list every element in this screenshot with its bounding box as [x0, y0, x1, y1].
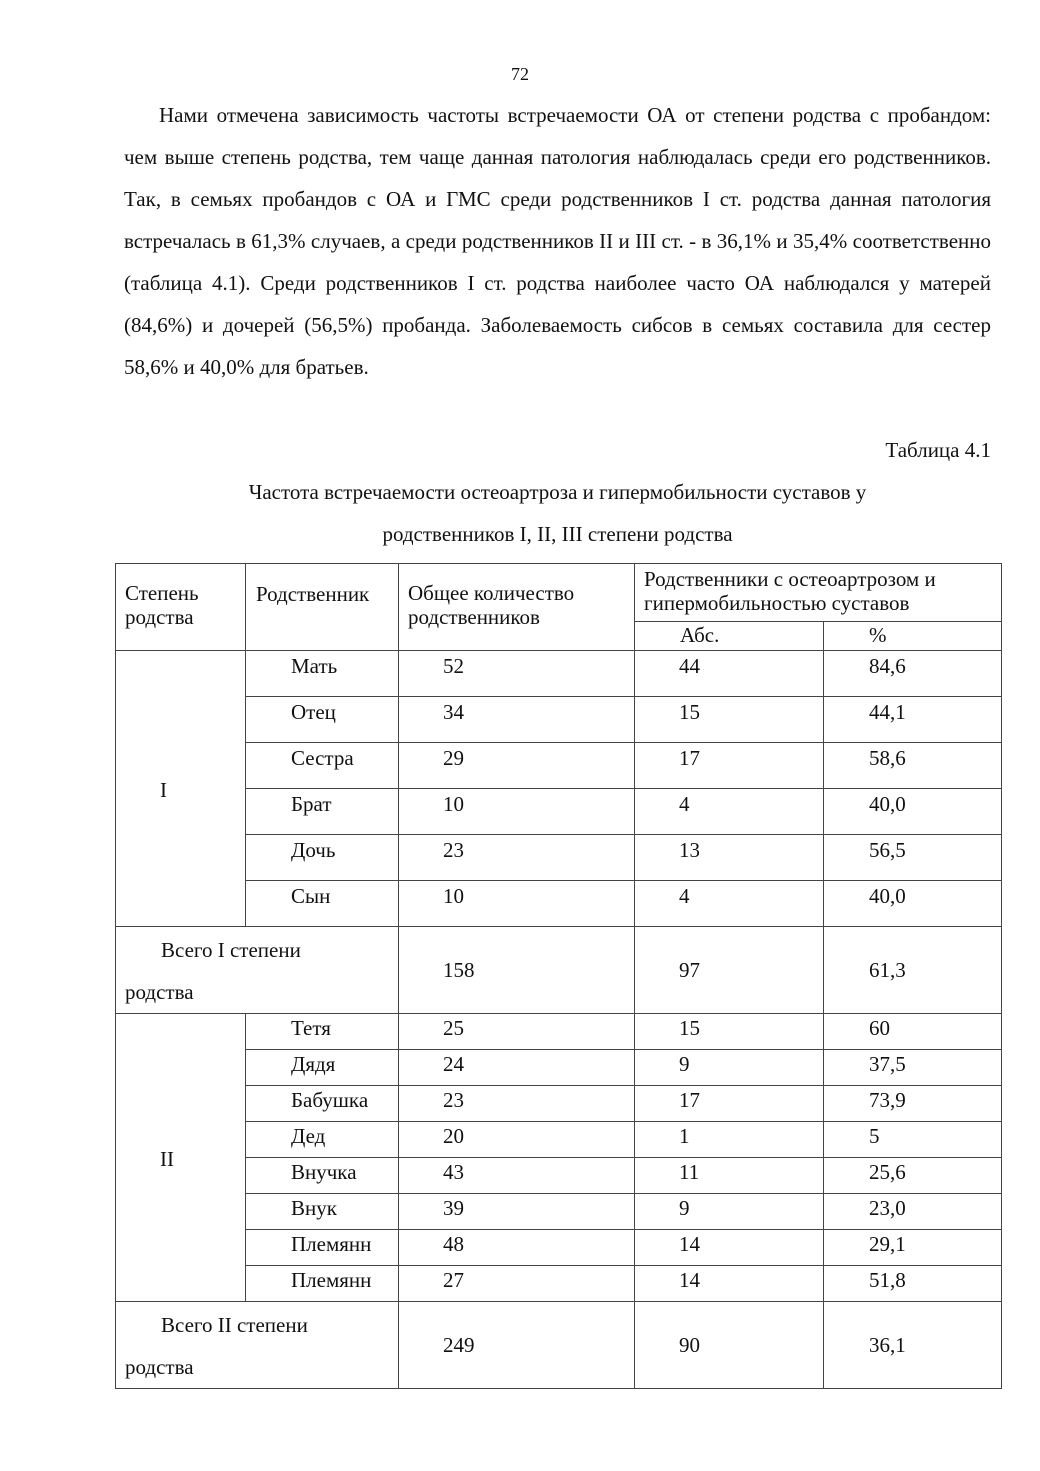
table-row — [116, 1014, 1002, 1050]
pct-cell: 60 — [824, 1014, 1002, 1050]
relative-cell: Дочь — [246, 835, 399, 881]
pct-cell: 51,8 — [824, 1266, 1002, 1302]
abs-cell: 15 — [635, 1014, 824, 1050]
total-label-line-2: родства — [125, 1355, 194, 1379]
table-row — [116, 743, 1002, 789]
abs-cell: 4 — [635, 881, 824, 927]
total-cell: 158 — [399, 927, 635, 1014]
abs-cell: 14 — [635, 1266, 824, 1302]
abs-cell: 13 — [635, 835, 824, 881]
total-cell: 24 — [399, 1050, 635, 1086]
pct-cell: 84,6 — [824, 651, 1002, 697]
header-pct: % — [824, 622, 1002, 651]
header-relative: Родственник — [246, 564, 399, 651]
total-label-cell — [116, 1302, 399, 1389]
pct-cell: 40,0 — [824, 881, 1002, 927]
table-row — [116, 1050, 1002, 1086]
relative-cell: Племянн — [246, 1230, 399, 1266]
total-cell: 48 — [399, 1230, 635, 1266]
total-label-line-2: родства — [125, 980, 194, 1004]
pct-cell: 58,6 — [824, 743, 1002, 789]
table-caption-line-2: родственников I, II, III степени родства — [382, 522, 733, 546]
page-number: 72 — [511, 64, 529, 84]
pct-cell: 23,0 — [824, 1194, 1002, 1230]
header-with-condition: Родственники с остеоартрозом и гипермобильностью суставов — [635, 564, 1002, 622]
total-cell: 249 — [399, 1302, 635, 1389]
table-row — [116, 651, 1002, 697]
table-row — [116, 1086, 1002, 1122]
relative-cell: Сестра — [246, 743, 399, 789]
total-cell: 29 — [399, 743, 635, 789]
relative-cell: Отец — [246, 697, 399, 743]
total-cell: 34 — [399, 697, 635, 743]
total-cell: 25 — [399, 1014, 635, 1050]
relative-cell: Мать — [246, 651, 399, 697]
data-table — [115, 563, 1002, 1389]
table-header-row — [116, 564, 1002, 622]
table-total-row — [116, 1302, 1002, 1389]
table-total-row — [116, 927, 1002, 1014]
table-row — [116, 789, 1002, 835]
total-cell: 27 — [399, 1266, 635, 1302]
relative-cell: Внук — [246, 1194, 399, 1230]
pct-cell: 36,1 — [824, 1302, 1002, 1389]
pct-cell: 56,5 — [824, 835, 1002, 881]
table-row — [116, 881, 1002, 927]
abs-cell: 11 — [635, 1158, 824, 1194]
total-label-line-1: Всего I степени — [161, 938, 301, 962]
total-label-cell — [116, 927, 399, 1014]
abs-cell: 44 — [635, 651, 824, 697]
abs-cell: 15 — [635, 697, 824, 743]
pct-cell: 61,3 — [824, 927, 1002, 1014]
total-cell: 23 — [399, 1086, 635, 1122]
header-abs: Абс. — [635, 622, 824, 651]
relative-cell: Сын — [246, 881, 399, 927]
relative-cell: Племянн — [246, 1266, 399, 1302]
relative-cell: Бабушка — [246, 1086, 399, 1122]
total-cell: 10 — [399, 881, 635, 927]
relative-cell: Дед — [246, 1122, 399, 1158]
table-row — [116, 1266, 1002, 1302]
degree-cell-i: I — [116, 651, 246, 927]
table-caption-line-1: Частота встречаемости остеоартроза и гипермобильности суставов у — [248, 480, 867, 504]
total-cell: 39 — [399, 1194, 635, 1230]
table-row — [116, 1122, 1002, 1158]
abs-cell: 9 — [635, 1194, 824, 1230]
relative-cell: Брат — [246, 789, 399, 835]
table-row — [116, 697, 1002, 743]
total-cell: 23 — [399, 835, 635, 881]
relative-cell: Тетя — [246, 1014, 399, 1050]
total-cell: 20 — [399, 1122, 635, 1158]
header-total: Общее количество родственников — [399, 564, 635, 651]
pct-cell: 37,5 — [824, 1050, 1002, 1086]
table-label: Таблица 4.1 — [885, 438, 991, 462]
pct-cell: 40,0 — [824, 789, 1002, 835]
pct-cell: 5 — [824, 1122, 1002, 1158]
pct-cell: 25,6 — [824, 1158, 1002, 1194]
table-row — [116, 1194, 1002, 1230]
abs-cell: 14 — [635, 1230, 824, 1266]
abs-cell: 97 — [635, 927, 824, 1014]
degree-cell-ii: II — [116, 1014, 246, 1302]
relative-cell: Дядя — [246, 1050, 399, 1086]
table-row — [116, 1230, 1002, 1266]
abs-cell: 9 — [635, 1050, 824, 1086]
total-cell: 10 — [399, 789, 635, 835]
header-degree: Степень родства — [116, 564, 246, 651]
total-label-line-1: Всего II степени — [161, 1313, 308, 1337]
abs-cell: 4 — [635, 789, 824, 835]
table-row — [116, 1158, 1002, 1194]
abs-cell: 17 — [635, 1086, 824, 1122]
abs-cell: 1 — [635, 1122, 824, 1158]
relative-cell: Внучка — [246, 1158, 399, 1194]
pct-cell: 29,1 — [824, 1230, 1002, 1266]
total-cell: 52 — [399, 651, 635, 697]
total-cell: 43 — [399, 1158, 635, 1194]
body-paragraph: Нами отмечена зависимость частоты встречаемости ОА от степени родства с пробандом: чем выше степень родства, тем чаще данная патология наблюдалась среди его родственников. Так, в семьях пробандов с ОА и ГМС среди родственников I ст. родства данная патология встречалась в 61,3% случаев, а среди родственников II и III ст. - в 36,1% и 35,4% соответственно (таблица 4.1). Среди родственников I ст. родства наиболее часто ОА наблюдался у матерей (84,6%) и дочерей (56,5%) пробанда. Заболеваемость сибсов в семьях составила для сестер 58,6% и 40,0% для братьев. — [124, 103, 991, 379]
pct-cell: 44,1 — [824, 697, 1002, 743]
abs-cell: 90 — [635, 1302, 824, 1389]
abs-cell: 17 — [635, 743, 824, 789]
table-row — [116, 835, 1002, 881]
pct-cell: 73,9 — [824, 1086, 1002, 1122]
